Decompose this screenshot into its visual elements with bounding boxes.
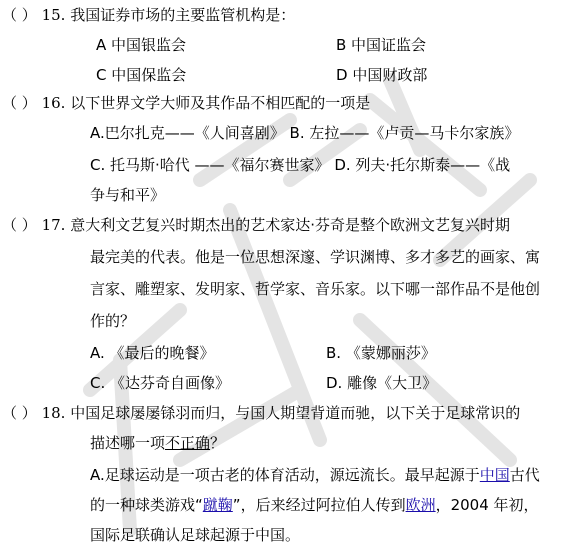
link-europe[interactable]: 欧洲 — [405, 496, 436, 514]
q18-option-a-text-2-end: ，2004 年初， — [435, 496, 539, 514]
q16-options-line-2: C. 托马斯·哈代 ——《福尔赛世家》 D. 列夫·托尔斯泰——《战 — [90, 156, 511, 174]
q17-stem-line-2: 最完美的代表。他是一位思想深邃、学识渊博、多才多艺的画家、寓 — [90, 248, 541, 266]
link-china[interactable]: 中国 — [479, 466, 510, 484]
q18-stem-text-1: 中国足球屡屡铩羽而归，与国人期望背道而驰，以下关于足球常识的 — [70, 404, 521, 422]
q15-option-b: B 中国证监会 — [336, 36, 427, 54]
q15-stem-line — [2, 4, 295, 26]
q17-stem-line-3: 言家、雕塑家、发明家、哲学家、音乐家。以下哪一部作品不是他创 — [90, 280, 541, 298]
q16-options-line-3: 争与和平》 — [90, 186, 166, 204]
q16-options-line-1: A.巴尔扎克——《人间喜剧》 B. 左拉——《卢贡—马卡尔家族》 — [90, 124, 520, 142]
q17-option-a: A. 《最后的晚餐》 — [90, 344, 215, 362]
q17-option-b: B. 《蒙娜丽莎》 — [326, 344, 436, 362]
q18-stem-line-2 — [90, 432, 225, 454]
q18-option-a-line-3: 国际足联确认足球起源于中国。 — [90, 526, 301, 544]
q16-answer-paren: （ ） — [2, 94, 37, 112]
q18-stem-text-2-end: ？ — [210, 434, 226, 452]
q15-stem: 我国证券市场的主要监管机构是： — [70, 6, 296, 24]
q18-option-a-text-2: 的一种球类游戏“ — [90, 496, 203, 514]
q15-option-a: A 中国银监会 — [96, 36, 187, 54]
q17-option-d: D. 雕像《大卫》 — [326, 374, 438, 392]
q15-answer-paren: （ ） — [2, 6, 37, 24]
q17-answer-paren: （ ） — [2, 216, 37, 234]
link-cuju[interactable]: 蹴鞠 — [202, 496, 233, 514]
q18-underlined-keyword: 不正确 — [165, 434, 211, 452]
q15-option-c: C 中国保监会 — [96, 66, 187, 84]
q18-stem-line-1 — [2, 402, 520, 424]
q17-stem-text-1: 意大利文艺复兴时期杰出的艺术家达·芬奇是整个欧洲文艺复兴时期 — [70, 216, 510, 234]
q18-option-a-text-1: A.足球运动是一项古老的体育活动，源远流长。最早起源于 — [90, 466, 480, 484]
q18-number: 18. — [41, 404, 66, 422]
q15-number: 15. — [41, 6, 66, 24]
q18-option-a-line-1 — [90, 464, 540, 486]
q17-number: 17. — [41, 216, 66, 234]
q15-option-d: D 中国财政部 — [336, 66, 428, 84]
q18-option-a-text-2-mid: ”，后来经过阿拉伯人传到 — [232, 496, 406, 514]
q16-stem: 以下世界文学大师及其作品不相匹配的一项是 — [70, 94, 371, 112]
q17-stem-line-1 — [2, 214, 510, 236]
q17-stem-line-4: 作的？ — [90, 312, 136, 330]
q18-option-a-line-2 — [90, 494, 539, 516]
q18-stem-text-2: 描述哪一项 — [90, 434, 166, 452]
q18-option-a-text-1-end: 古代 — [509, 466, 540, 484]
q16-number: 16. — [41, 94, 66, 112]
q17-option-c: C. 《达芬奇自画像》 — [90, 374, 231, 392]
q16-stem-line — [2, 92, 370, 114]
q18-answer-paren: （ ） — [2, 404, 37, 422]
